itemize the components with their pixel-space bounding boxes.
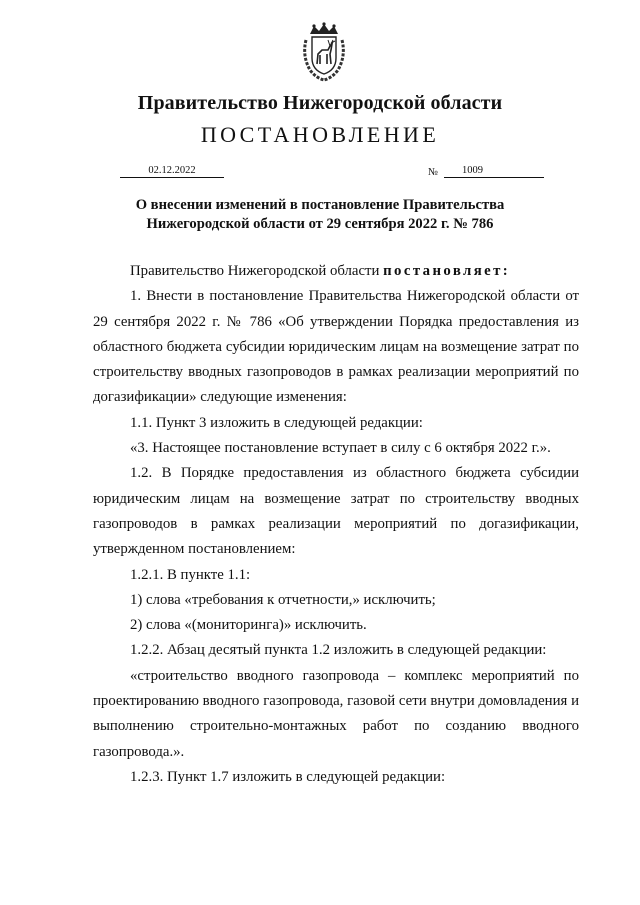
paragraph-preamble — [93, 259, 579, 284]
paragraph: 2) слова «(мониторинга)» исключить. — [130, 617, 367, 634]
paragraph: 1.2.2. Абзац десятый пункта 1.2 изложить в следующей редакции: — [130, 642, 547, 659]
document-number: 1009 — [444, 164, 544, 178]
paragraph: «3. Настоящее постановление вступает в силу с 6 октября 2022 г.». — [130, 440, 551, 457]
paragraph: 1.2. В Порядке предоставления из областного бюджета субсидии юридическим лицам на возмещение затрат по строительству вводных газопроводов в рамках реализации мероприятий по догазификации, утвержденном постановлением: — [93, 465, 579, 558]
document-subject — [60, 196, 580, 234]
subject-line: О внесении изменений в постановление Правительства — [135, 197, 505, 213]
paragraph: 1) слова «требования к отчетности,» исключить; — [130, 591, 436, 608]
paragraph: 1.2.3. Пункт 1.7 изложить в следующей редакции: — [130, 768, 446, 785]
preamble-text: Правительство Нижегородской области — [130, 263, 384, 279]
paragraph: 1.2.1. В пункте 1.1: — [130, 566, 251, 583]
coat-of-arms-emblem — [300, 22, 348, 82]
paragraph: «строительство вводного газопровода – комплекс мероприятий по проектированию вводного газопровода, газовой сети внутри домовладения и выполнению строительно-монтажных работ по созданию вводного газопровода.». — [93, 667, 579, 760]
paragraph: 1. Внести в постановление Правительства Нижегородской области от 29 сентября 2022 г. № 786 «Об утверждении Порядка предоставления из областного бюджета субсидии юридическим лицам на возмещение затрат по строительству вводных газопроводов в рамках реализации мероприятий по догазификации» следующие изменения: — [93, 288, 579, 406]
preamble-decree-word: постановляет: — [383, 263, 511, 279]
subject-line: Нижегородской области от 29 сентября 2022 г. № 786 — [146, 216, 494, 232]
document-type: ПОСТАНОВЛЕНИЕ — [200, 122, 440, 147]
paragraph: 1.1. Пункт 3 изложить в следующей редакции: — [130, 414, 423, 431]
document-date: 02.12.2022 — [120, 164, 224, 178]
government-name: Правительство Нижегородской области — [137, 92, 503, 114]
number-label: № — [428, 167, 439, 178]
document-body — [93, 259, 579, 790]
